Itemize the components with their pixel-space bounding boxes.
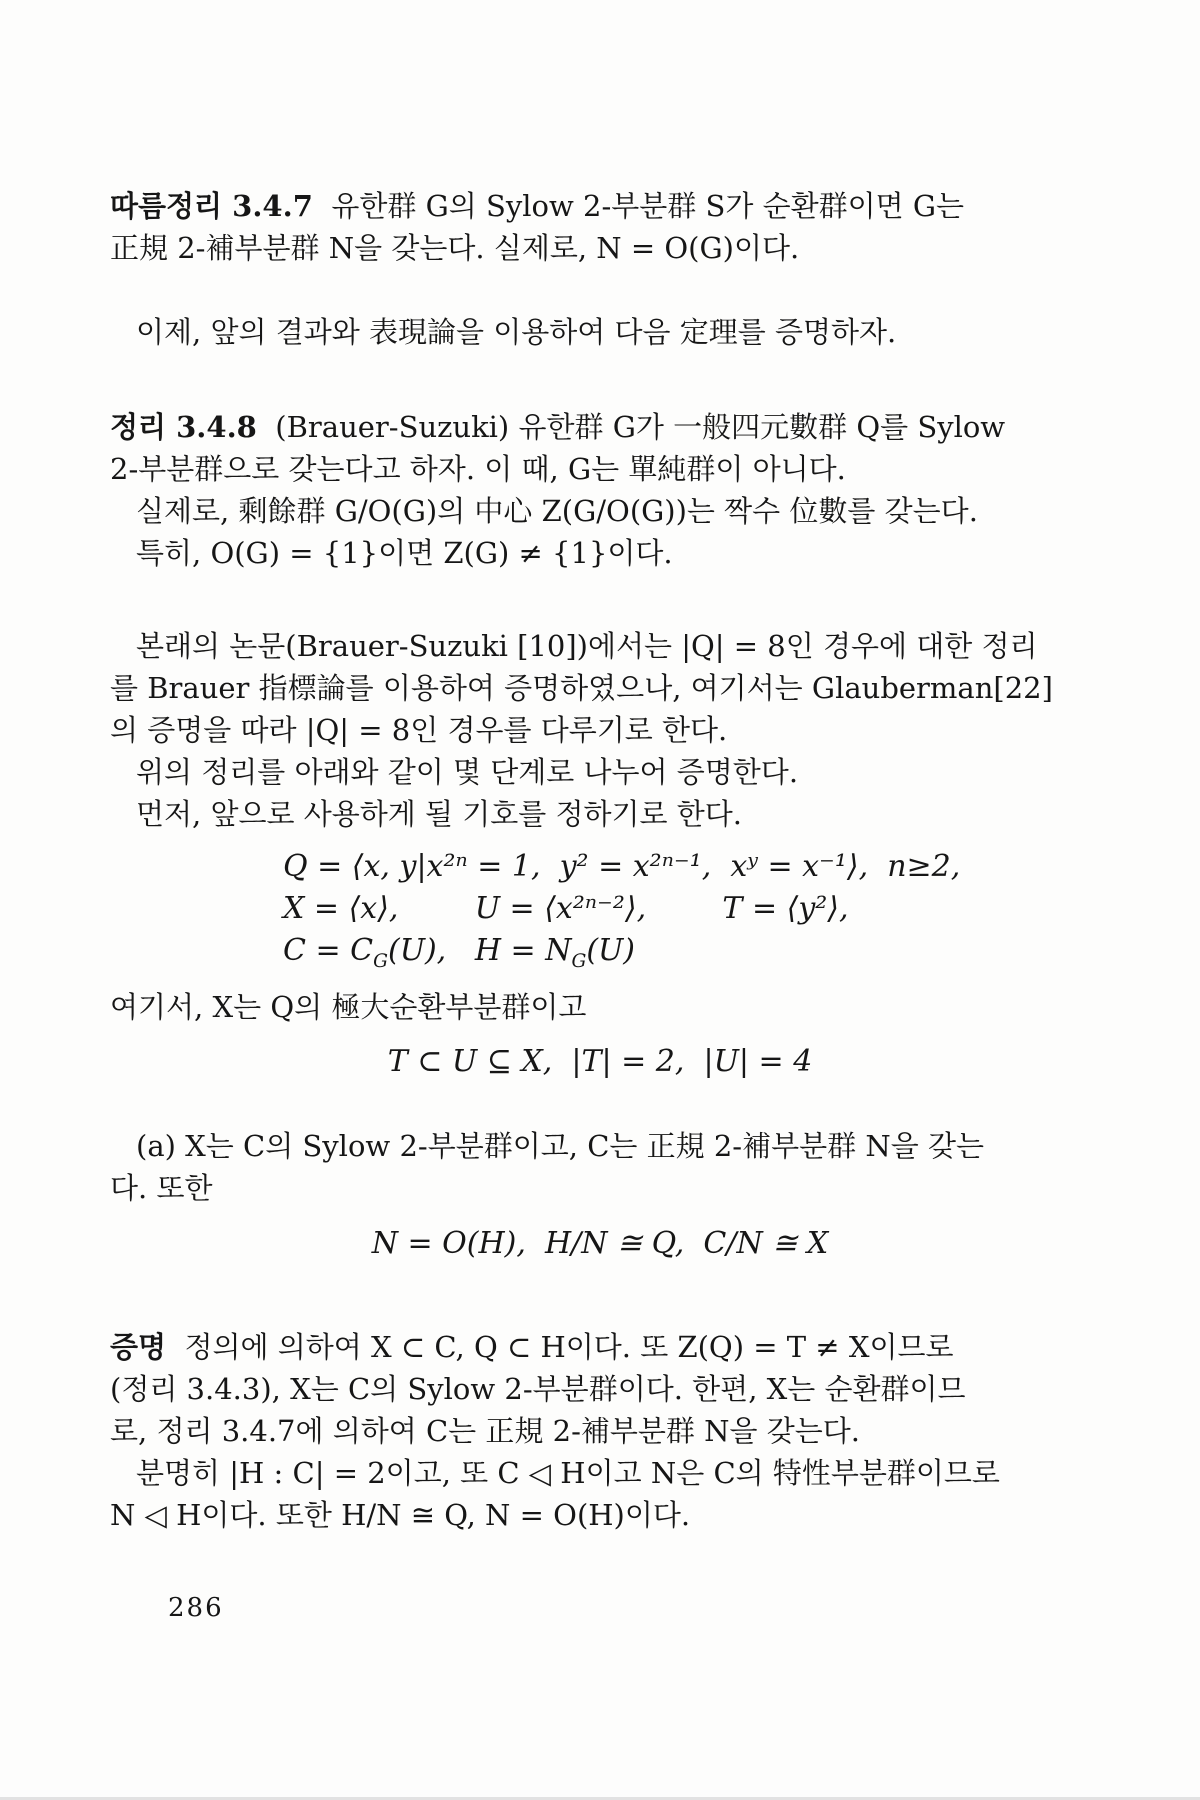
proof-line-1-text: 정의에 의하여 X ⊂ C, Q ⊂ H이다. 또 Z(Q) = T ≠ X이므로 xyxy=(166,1330,954,1364)
proof-line-2: (정리 3.4.3), X는 C의 Sylow 2-부분群이다. 한편, X는 순환群이므 xyxy=(110,1372,966,1406)
formula-centralizer-normalizer xyxy=(283,930,960,983)
formula-quaternion-presentation: Q = ⟨x, y|x²ⁿ = 1, y² = x²ⁿ⁻¹, xʸ = x⁻¹⟩, n≥2, xyxy=(283,849,961,884)
formula-containment-text: T ⊂ U ⊆ X, |T| = 2, |U| = 4 xyxy=(387,1044,813,1079)
formula-cgu-part-a: C = C xyxy=(283,933,374,968)
discussion-line-4: 위의 정리를 아래와 같이 몇 단계로 나누어 증명한다. xyxy=(136,755,799,789)
theorem-348-line-1 xyxy=(110,406,1090,448)
corollary-347-line-1 xyxy=(110,185,1090,227)
paragraph-theorem-348 xyxy=(110,406,1090,574)
discussion-line-1: 본래의 논문(Brauer-Suzuki [10])에서는 |Q| = 8인 경우에 대한 정리 xyxy=(136,629,1038,663)
discussion-line-2: 를 Brauer 指標論를 이용하여 증명하였으나, 여기서는 Glauberman[22] xyxy=(110,671,1053,705)
discussion-line-3: 의 증명을 따라 |Q| = 8인 경우를 다루기로 한다. xyxy=(110,713,728,747)
paragraph-discussion xyxy=(110,625,1090,835)
theorem-348-line-2: 2-부분群으로 갖는다고 하자. 이 때, G는 單純群이 아니다. xyxy=(110,452,846,486)
proof-line-3: 로, 정리 3.4.7에 의하여 C는 正規 2-補부분群 N을 갖는다. xyxy=(110,1414,860,1448)
paragraph-step-a xyxy=(110,1125,1090,1209)
intro-line-1: 이제, 앞의 결과와 表現論을 이용하여 다음 定理를 증명하자. xyxy=(136,315,897,349)
theorem-348-line-1-text: (Brauer-Suzuki) 유한群 G가 一般四元數群 Q를 Sylow xyxy=(256,410,1006,444)
step-a-line-1: (a) X는 C의 Sylow 2-부분群이고, C는 正規 2-補부분群 N을 갖는 xyxy=(136,1129,984,1163)
here-line-1: 여기서, X는 Q의 極大순환부분群이고 xyxy=(110,990,587,1024)
paragraph-proof xyxy=(110,1326,1090,1536)
formula-cgu-part-c: (U) xyxy=(586,933,636,968)
paragraph-here xyxy=(110,986,1090,1028)
proof-line-5: N ◁ H이다. 또한 H/N ≅ Q, N = O(H)이다. xyxy=(110,1498,691,1532)
theorem-348-line-4: 특히, O(G) = {1}이면 Z(G) ≠ {1}이다. xyxy=(136,536,673,570)
page-number: 286 xyxy=(168,1593,224,1623)
theorem-348-line-3: 실제로, 剩餘群 G/O(G)의 中心 Z(G/O(G))는 짝수 位數를 갖는다. xyxy=(136,494,978,528)
formula-subgroups-xut: X = ⟨x⟩, U = ⟨x²ⁿ⁻²⟩, T = ⟨y²⟩, xyxy=(283,891,849,926)
formula-block-notation xyxy=(283,846,960,983)
formula-isomorphisms-text: N = O(H), H/N ≅ Q, C/N ≅ X xyxy=(371,1226,829,1261)
proof-label: 증명 xyxy=(110,1330,167,1364)
formula-containment xyxy=(110,1041,1090,1083)
discussion-line-5: 먼저, 앞으로 사용하게 될 기호를 정하기로 한다. xyxy=(136,797,743,831)
proof-line-4: 분명히 |H : C| = 2이고, 또 C ◁ H이고 N은 C의 特性부분群이므로 xyxy=(136,1456,1000,1490)
formula-cgu-sub-2: G xyxy=(571,951,587,972)
corollary-347-line-2: 正規 2-補부분群 N을 갖는다. 실제로, N = O(G)이다. xyxy=(110,231,800,265)
paragraph-corollary-347 xyxy=(110,185,1090,269)
step-a-line-2: 다. 또한 xyxy=(110,1171,213,1205)
formula-cgu-sub-1: G xyxy=(373,951,388,972)
theorem-348-label: 정리 3.4.8 xyxy=(110,410,257,444)
proof-line-1 xyxy=(110,1326,1090,1368)
paragraph-intro xyxy=(110,311,1090,353)
formula-isomorphisms xyxy=(110,1223,1090,1265)
formula-cgu-part-b: (U), H = N xyxy=(387,933,572,968)
corollary-347-label: 따름정리 3.4.7 xyxy=(110,189,313,223)
corollary-347-line-1-text: 유한群 G의 Sylow 2-부분群 S가 순환群이면 G는 xyxy=(312,189,965,223)
